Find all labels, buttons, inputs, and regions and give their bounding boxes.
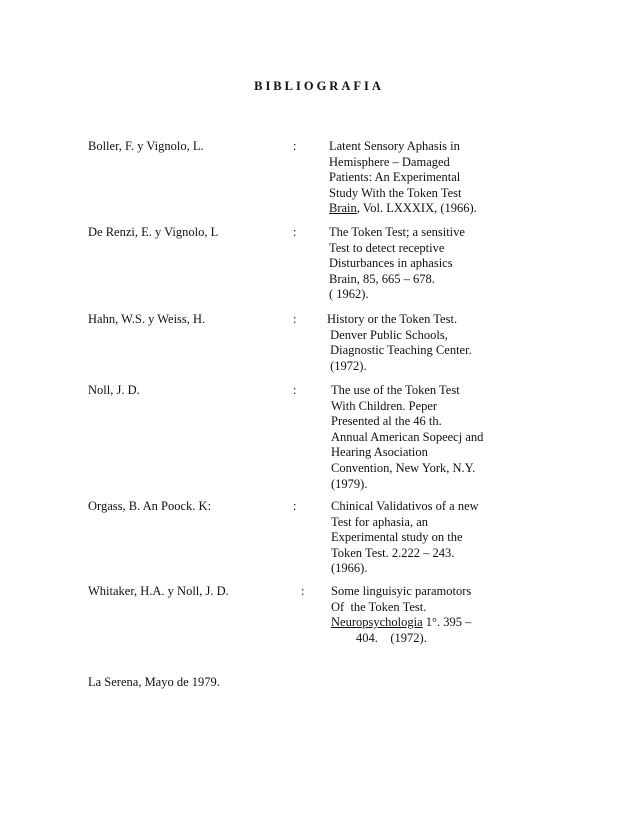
reference-line: [331, 383, 483, 399]
reference-line: [329, 201, 477, 217]
reference-text: Of the Token Test.: [331, 599, 427, 614]
reference-line: [331, 414, 483, 430]
entry-separator: :: [293, 312, 297, 326]
reference-text: Hearing Asociation: [331, 445, 428, 460]
reference-text: (1972).: [327, 358, 367, 373]
reference-line: [329, 139, 477, 155]
reference-line: [331, 461, 483, 477]
reference-line: [327, 359, 472, 375]
reference-line: [331, 445, 483, 461]
reference-line: [331, 430, 483, 446]
entry-author: Whitaker, H.A. y Noll, J. D.: [88, 584, 229, 598]
entry-reference: [331, 584, 471, 646]
reference-line: [329, 287, 465, 303]
reference-text: Chinical Validativos of a new: [331, 499, 479, 513]
entry-separator: :: [293, 499, 297, 513]
entry-separator: :: [301, 584, 305, 598]
reference-text: Denver Public Schools,: [327, 327, 448, 342]
reference-line: [329, 186, 477, 202]
reference-line: [331, 477, 483, 493]
journal-title: Brain: [329, 201, 357, 216]
reference-text: Diagnostic Teaching Center.: [327, 343, 472, 358]
entry-separator: :: [293, 383, 297, 397]
reference-line: [331, 561, 479, 577]
entry-reference: [329, 225, 465, 303]
entry-separator: :: [293, 225, 297, 239]
reference-text: 404. (1972).: [331, 630, 427, 645]
journal-title: Neuropsychologia: [331, 615, 423, 630]
reference-line: [329, 272, 465, 288]
reference-text: Experimental study on the: [331, 530, 463, 545]
reference-text: The Token Test; a sensitive: [329, 225, 465, 239]
reference-line: [329, 241, 465, 257]
reference-text: Hemisphere – Damaged: [329, 154, 450, 169]
reference-text: Disturbances in aphasics: [329, 256, 453, 271]
entry-author: Noll, J. D.: [88, 383, 140, 397]
reference-text: (1966).: [331, 561, 368, 576]
reference-text: With Children. Peper: [331, 398, 438, 413]
reference-text: 1°. 395 –: [422, 615, 472, 630]
reference-text: Presented al the 46 th.: [331, 414, 442, 429]
reference-line: [331, 631, 471, 647]
entry-reference: [331, 383, 483, 492]
reference-line: [329, 225, 465, 241]
entry-author: Orgass, B. An Poock. K:: [88, 499, 212, 513]
reference-line: [327, 343, 472, 359]
reference-text: Annual American Sopeecj and: [331, 429, 484, 444]
entry-reference: [329, 139, 477, 217]
reference-text: History or the Token Test.: [327, 312, 458, 326]
entry-author: De Renzi, E. y Vignolo, L: [88, 225, 219, 239]
reference-line: [331, 546, 479, 562]
reference-line: [329, 155, 477, 171]
reference-text: Test for aphasia, an: [331, 514, 429, 529]
reference-line: [331, 530, 479, 546]
reference-text: Patients: An Experimental: [329, 170, 461, 185]
page-title: BIBLIOGRAFIA: [254, 79, 384, 93]
reference-line: [331, 615, 471, 631]
reference-text: ( 1962).: [329, 287, 369, 302]
reference-text: , Vol. LXXXIX, (1966).: [356, 201, 477, 216]
reference-text: (1979).: [331, 476, 368, 491]
reference-text: Test to detect receptive: [329, 240, 445, 255]
reference-line: [327, 328, 472, 344]
reference-text: Token Test. 2.222 – 243.: [331, 545, 455, 560]
reference-text: The use of the Token Test: [331, 383, 460, 397]
reference-text: Convention, New York, N.Y.: [331, 460, 476, 475]
entry-reference: [327, 312, 472, 374]
reference-line: [331, 399, 483, 415]
reference-text: Brain, 85, 665 – 678.: [329, 271, 435, 286]
entry-reference: [331, 499, 479, 577]
entry-author: Hahn, W.S. y Weiss, H.: [88, 312, 206, 326]
reference-line: [329, 256, 465, 272]
reference-text: Latent Sensory Aphasis in: [329, 139, 460, 153]
entry-separator: :: [293, 139, 297, 153]
reference-line: [331, 515, 479, 531]
reference-line: [331, 499, 479, 515]
place-date-footer: La Serena, Mayo de 1979.: [88, 675, 220, 689]
reference-line: [327, 312, 472, 328]
reference-text: Some linguisyic paramotors: [331, 584, 472, 598]
reference-line: [331, 600, 471, 616]
reference-line: [331, 584, 471, 600]
reference-line: [329, 170, 477, 186]
entry-author: Boller, F. y Vignolo, L.: [88, 139, 204, 153]
reference-text: Study With the Token Test: [329, 185, 462, 200]
